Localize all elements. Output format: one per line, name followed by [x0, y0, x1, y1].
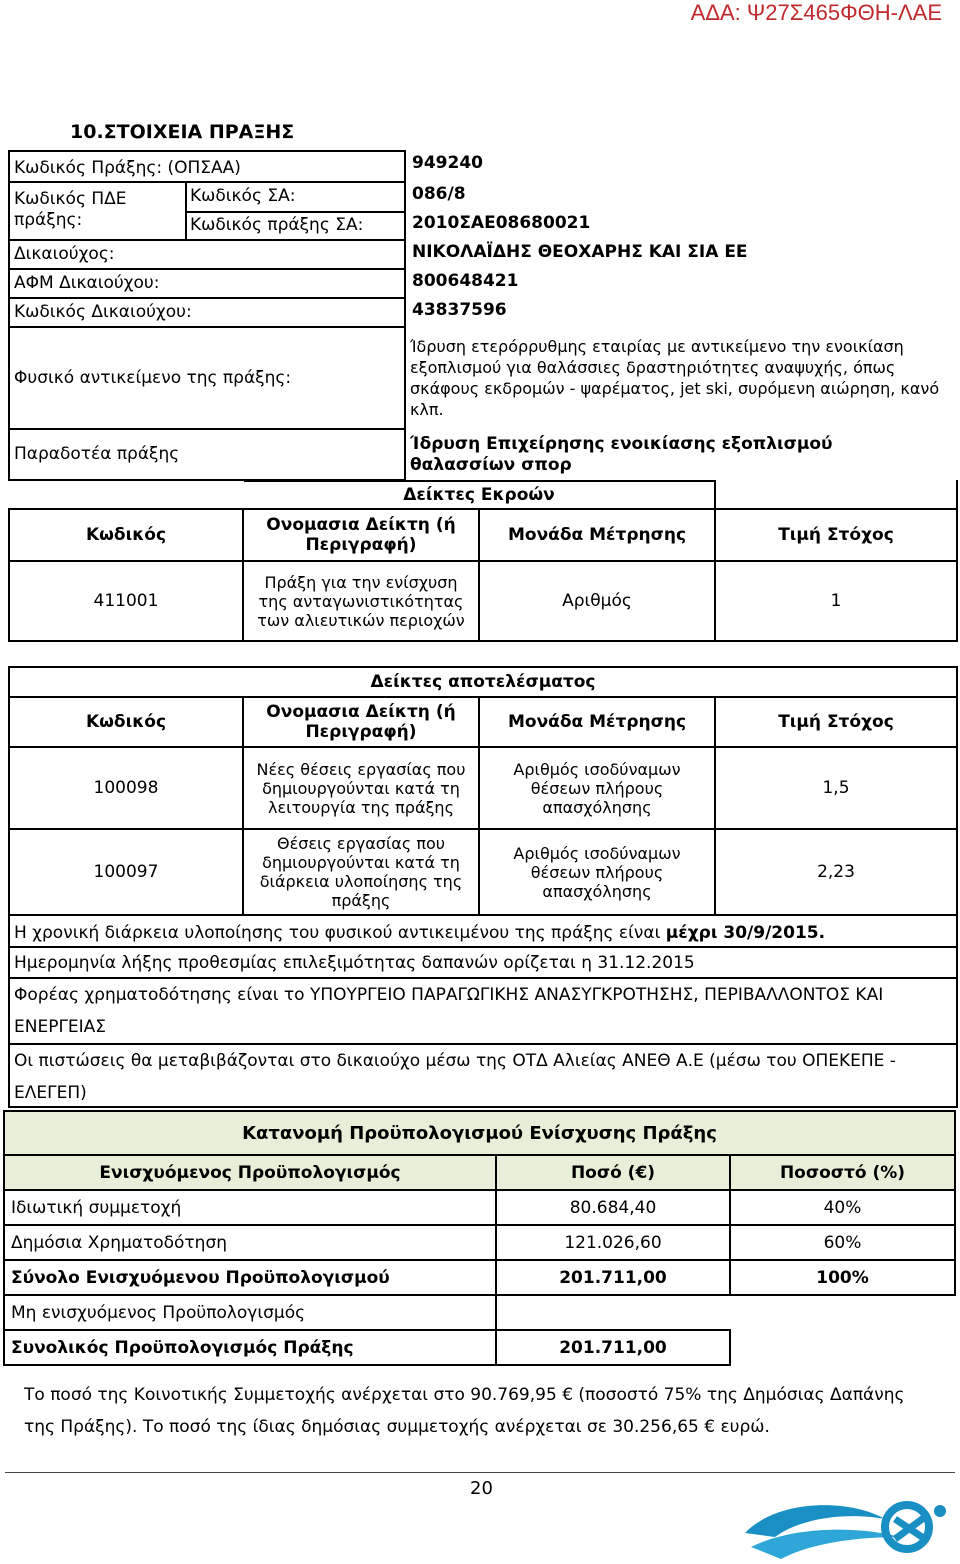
ada-code: ΑΔΑ: Ψ27Σ465ΦΘΗ-ΛΑΕ: [690, 0, 942, 25]
afm-value: 800648421: [412, 271, 519, 291]
col-unit: Μονάδα Μέτρησης: [479, 509, 715, 561]
duration-text: Η χρονική διάρκεια υλοποίησης του φυσικού αντικειμένου της πράξης είναι: [14, 923, 666, 943]
budget-row: [4, 1295, 955, 1330]
col-name: Ονομασια Δείκτη (ή Περιγραφή): [243, 509, 479, 561]
total-budget-amount: 201.711,00: [496, 1330, 730, 1365]
deliverables-value: Ίδρυση Επιχείρησης ενοικίασης εξοπλισμού θαλασσίων σπορ: [410, 434, 833, 475]
beneficiary-value: ΝΙΚΟΛΑΪΔΗΣ ΘΕΟΧΑΡΗΣ ΚΑΙ ΣΙΑ ΕΕ: [412, 242, 748, 262]
budget-row-pct: 100%: [730, 1260, 955, 1295]
funder-note-1: Φορέας χρηματοδότησης είναι το ΥΠΟΥΡΓΕΙΟ ΠΑΡΑΓΩΓΙΚΗΣ ΑΝΑΣΥΓΚΡΟΤΗΣΗΣ, ΠΕΡΙΒΑΛΛΟΝΤΟΣ ΚΑΙ: [14, 985, 884, 1005]
budget-row-amount: 121.026,60: [496, 1225, 730, 1260]
col-unit: Μονάδα Μέτρησης: [479, 697, 715, 747]
unsupported-budget-label: Μη ενισχυόμενος Προϋπολογισμός: [4, 1295, 496, 1330]
fisheries-logo-icon: [735, 1497, 955, 1563]
closing-line-1: Το ποσό της Κοινοτικής Συμμετοχής ανέρχεται στο 90.769,95 € (ποσοστό 75% της Δημόσιας Δαπάνης: [24, 1385, 905, 1405]
row-target: 1,5: [715, 747, 957, 829]
budget-col-label: Ενισχυόμενος Προϋπολογισμός: [4, 1155, 496, 1190]
deliverables-label: Παραδοτέα πράξης: [14, 444, 180, 464]
deadline-note: Ημερομηνία λήξης προθεσμίας επιλεξιμότητας δαπανών ορίζεται η 31.12.2015: [14, 953, 695, 973]
budget-row: [4, 1260, 955, 1295]
row-name: Θέσεις εργασίας που δημιουργούνται κατά τη διάρκεια υλοποίησης της πράξης: [243, 829, 479, 915]
afm-label: ΑΦΜ Δικαιούχου:: [14, 273, 160, 293]
row-name: Πράξη για την ενίσχυση της ανταγωνιστικότητας των αλιευτικών περιοχών: [243, 561, 479, 641]
output-indicators-title: Δείκτες Εκροών: [243, 481, 715, 509]
output-indicators-table: [8, 480, 958, 642]
budget-col-amount: Ποσό (€): [496, 1155, 730, 1190]
total-budget-label: Συνολικός Προϋπολογισμός Πράξης: [4, 1330, 496, 1365]
col-target: Τιμή Στόχος: [715, 509, 957, 561]
object-value: Ίδρυση ετερόρρυθμης εταιρίας με αντικείμενο την ενοικίαση εξοπλισμού για θαλάσσιες δραστηριότητες αναψυχής, όπως σκάφους εκδρομών - ψαρέματος, jet ski, συρόμενη αιώρηση, κανό κλπ.: [410, 337, 940, 419]
table-row: [9, 747, 957, 829]
object-label: Φυσικό αντικείμενο της πράξης:: [14, 368, 292, 388]
budget-title: Κατανομή Προϋπολογισμού Ενίσχυσης Πράξης: [4, 1111, 955, 1155]
budget-row: [4, 1190, 955, 1225]
beneficiary-code-value: 43837596: [412, 300, 507, 320]
sa-code-value: 2010ΣΑΕ08680021: [412, 213, 591, 233]
table-row: [9, 829, 957, 915]
budget-col-pct: Ποσοστό (%): [730, 1155, 955, 1190]
row-unit: Αριθμός ισοδύναμων θέσεων πλήρους απασχόλησης: [479, 747, 715, 829]
budget-row-amount: 80.684,40: [496, 1190, 730, 1225]
notes-box: [8, 916, 958, 1108]
pde-label-1: Κωδικός ΠΔΕ: [14, 189, 127, 209]
page-number: 20: [470, 1478, 493, 1499]
code-opsaa-value: 949240: [412, 153, 483, 173]
table-row: [9, 561, 957, 641]
funder-note-2: ΕΝΕΡΓΕΙΑΣ: [14, 1017, 107, 1037]
row-code: 100097: [9, 829, 243, 915]
budget-row-label: Σύνολο Ενισχυόμενου Προϋπολογισμού: [4, 1260, 496, 1295]
duration-date: μέχρι 30/9/2015.: [665, 923, 826, 943]
row-target: 1: [715, 561, 957, 641]
sa-value: 086/8: [412, 184, 466, 204]
code-opsaa-label: Κωδικός Πράξης: (ΟΠΣΑΑ): [14, 158, 241, 178]
row-code: 411001: [9, 561, 243, 641]
transfer-note-2: ΕΛΕΓΕΠ): [14, 1083, 87, 1103]
budget-row-label: Δημόσια Χρηματοδότηση: [4, 1225, 496, 1260]
transfer-note-1: Οι πιστώσεις θα μεταβιβάζονται στο δικαιούχο μέσω της ΟΤΔ Αλιείας ΑΝΕΘ Α.Ε (μέσω του ΟΠΕΚΕΠΕ -: [14, 1051, 896, 1071]
budget-row: [4, 1330, 955, 1365]
budget-row-pct: 40%: [730, 1190, 955, 1225]
row-unit: Αριθμός ισοδύναμων θέσεων πλήρους απασχόλησης: [479, 829, 715, 915]
budget-row-amount: 201.711,00: [496, 1260, 730, 1295]
closing-line-2: της Πράξης). Το ποσό της ίδιας δημόσιας συμμετοχής ανέρχεται σε 30.256,65 € ευρώ.: [24, 1417, 770, 1437]
budget-row-label: Ιδιωτική συμμετοχή: [4, 1190, 496, 1225]
row-code: 100098: [9, 747, 243, 829]
col-code: Κωδικός: [9, 509, 243, 561]
pde-label-2: πράξης:: [14, 210, 83, 230]
col-code: Κωδικός: [9, 697, 243, 747]
col-target: Τιμή Στόχος: [715, 697, 957, 747]
sa-label: Κωδικός ΣΑ:: [190, 186, 296, 206]
row-target: 2,23: [715, 829, 957, 915]
result-indicators-title: Δείκτες αποτελέσματος: [9, 667, 957, 697]
duration-note: [14, 923, 825, 943]
row-unit: Αριθμός: [479, 561, 715, 641]
section-title: 10.ΣΤΟΙΧΕΙΑ ΠΡΑΞΗΣ: [70, 121, 295, 143]
budget-table: [3, 1110, 956, 1366]
budget-row: [4, 1225, 955, 1260]
beneficiary-label: Δικαιούχος:: [14, 244, 115, 264]
budget-row-pct: 60%: [730, 1225, 955, 1260]
row-name: Νέες θέσεις εργασίας που δημιουργούνται κατά τη λειτουργία της πράξης: [243, 747, 479, 829]
result-indicators-table: [8, 666, 958, 916]
beneficiary-code-label: Κωδικός Δικαιούχου:: [14, 302, 192, 322]
sa-code-label: Κωδικός πράξης ΣΑ:: [190, 215, 364, 235]
footer-divider: [5, 1472, 955, 1473]
col-name: Ονομασια Δείκτη (ή Περιγραφή): [243, 697, 479, 747]
